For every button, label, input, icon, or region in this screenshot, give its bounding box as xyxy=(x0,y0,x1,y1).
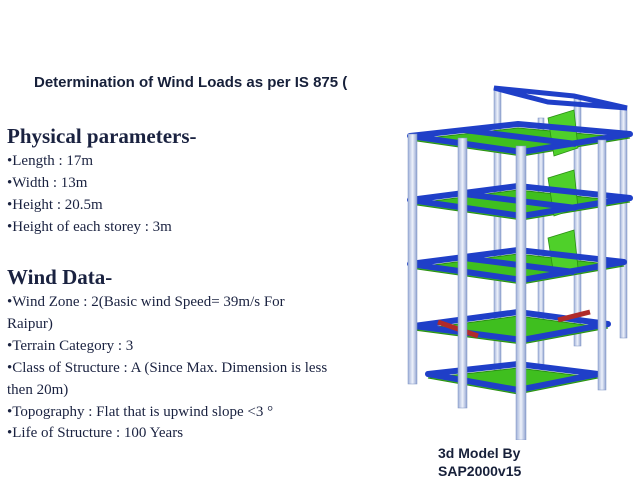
physical-parameters-heading: Physical parameters- xyxy=(7,124,197,148)
width-item: •Width : 13m xyxy=(7,175,88,191)
wind-data-heading: Wind Data- xyxy=(7,265,113,289)
terrain-category-item: •Terrain Category : 3 xyxy=(7,338,134,354)
topography-item: •Topography : Flat that is upwind slope <3 ° xyxy=(7,404,274,420)
wind-zone-item: •Wind Zone : 2(Basic wind Speed= 39m/s For xyxy=(7,294,285,310)
wind-zone-item-cont: Raipur) xyxy=(7,316,53,332)
caption-line-1: 3d Model By xyxy=(438,445,521,461)
caption-line-2: SAP2000v15 xyxy=(438,463,522,479)
building-3d-model-image xyxy=(398,78,638,440)
life-of-structure-item: •Life of Structure : 100 Years xyxy=(7,425,184,441)
length-item: •Length : 17m xyxy=(7,153,94,169)
slide-title: Determination of Wind Loads as per IS 875 ( xyxy=(34,74,348,91)
model-caption xyxy=(438,444,521,480)
height-item: •Height : 20.5m xyxy=(7,197,103,213)
storey-height-item: •Height of each storey : 3m xyxy=(7,219,172,235)
class-of-structure-item-cont: then 20m) xyxy=(7,382,69,398)
class-of-structure-item: •Class of Structure : A (Since Max. Dimension is less xyxy=(7,360,328,376)
